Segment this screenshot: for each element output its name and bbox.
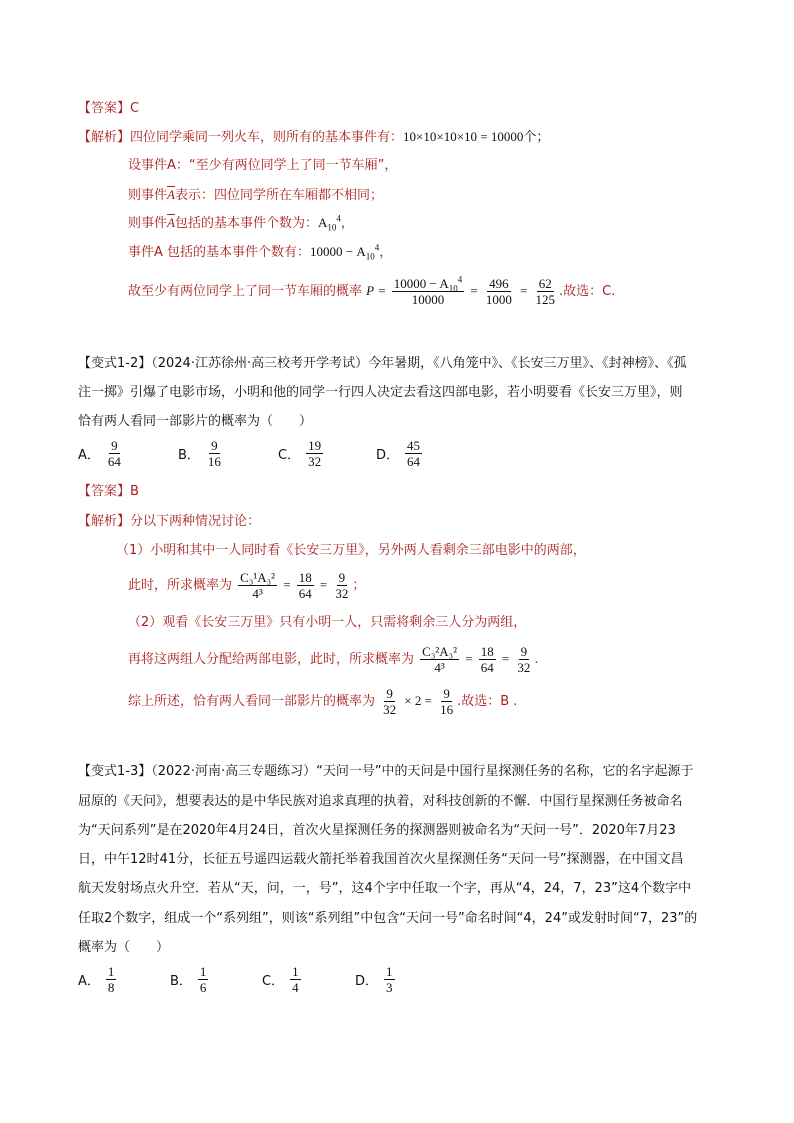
option-fraction: $\frac{1}{3}$ bbox=[386, 964, 393, 995]
question-line: 恰有两人看同一部影片的概率为（ ） bbox=[78, 414, 313, 429]
fraction: $\frac{9}{32}$ bbox=[335, 570, 349, 601]
fraction: $\frac{18}{64}$ bbox=[298, 570, 312, 601]
analysis-text: 设事件A：“至少有两位同学上了同一节车厢”， bbox=[128, 158, 398, 173]
option-b[interactable]: B． $\frac{9}{16}$ bbox=[178, 438, 221, 469]
analysis-text: 再将这两组人分配给两部电影，此时，所求概率为 bbox=[128, 652, 415, 667]
fraction: $\frac{9}{32}$ bbox=[383, 686, 397, 717]
answer-value: C bbox=[130, 101, 140, 116]
analysis-text: 事件A 包括的基本事件个数有： bbox=[128, 245, 311, 260]
analysis-text: 个； bbox=[523, 130, 550, 145]
equals-sign: = bbox=[319, 577, 328, 592]
analysis-text: 包括的基本事件个数为： bbox=[174, 216, 318, 231]
analysis-text: 此时，所求概率为 bbox=[128, 578, 233, 593]
option-fraction: $\frac{19}{32}$ bbox=[308, 438, 322, 469]
analysis-line-5 bbox=[128, 640, 538, 679]
fraction: $\frac{\text{C₃²A₃²}}{\text{4³}}$ bbox=[422, 644, 458, 675]
analysis-text: ， bbox=[340, 216, 354, 231]
chosen-answer: C. bbox=[602, 284, 616, 299]
option-a[interactable]: A． $\frac{9}{64}$ bbox=[78, 438, 121, 469]
answer-tag: 【答案】 bbox=[78, 484, 131, 499]
analysis-text: ， bbox=[379, 245, 393, 260]
analysis-text: .故选： bbox=[559, 284, 603, 299]
answer-line-2 bbox=[78, 482, 139, 502]
analysis-text: 则事件 bbox=[128, 188, 168, 203]
fraction: $\frac{9}{16}$ bbox=[440, 686, 454, 717]
equals-sign: = bbox=[465, 651, 473, 666]
equals-sign: = bbox=[520, 283, 528, 298]
option-fraction: $\frac{9}{64}$ bbox=[107, 438, 121, 469]
fraction: $\frac{10000 - A_{10}^4}{10000}$ bbox=[393, 274, 463, 307]
chosen-answer: B . bbox=[500, 694, 518, 709]
math-expression: $10000 - A_{10}^4$ bbox=[310, 242, 380, 262]
question-line: 概率为（ ） bbox=[78, 940, 170, 955]
option-fraction: $\frac{9}{16}$ bbox=[207, 438, 221, 469]
analysis-line-2: （1）小明和其中一人同时看《长安三万里》，另外两人看剩余三部电影中的两部， bbox=[116, 543, 586, 558]
fraction: $\frac{18}{64}$ bbox=[480, 644, 494, 675]
analysis-line-2 bbox=[128, 156, 397, 176]
fraction: $\frac{496}{1000}$ bbox=[485, 276, 512, 307]
question-line: 日，中午12时41分，长征五号遥四运载火箭托举着我国首次火星探测任务“天问一号”探测器，在中国文昌 bbox=[78, 852, 684, 867]
equals-sign: = bbox=[470, 283, 478, 298]
analysis-line-6 bbox=[128, 273, 615, 310]
question-line: 航天发射场点火升空．若从“天，问，一，号”，这4个字中任取一个字，再从“4，24，7，23”这4个数字中 bbox=[78, 881, 692, 896]
analysis-text: 综上所述，恰有两人看同一部影片的概率为 bbox=[128, 694, 376, 709]
math-expression: 10×10×10×10 = 10000 bbox=[403, 129, 524, 144]
fraction: $\frac{9}{32}$ bbox=[517, 644, 531, 675]
option-b[interactable]: B． $\frac{1}{6}$ bbox=[170, 964, 207, 995]
equals-sign: = bbox=[283, 577, 291, 592]
question-line: 为“天问系列”是在2020年4月24日，首次火星探测任务的探测器则被命名为“天问一号”．2020年7月23 bbox=[78, 823, 676, 838]
analysis-tag: 【解析】 bbox=[78, 130, 131, 145]
analysis-tag: 【解析】 bbox=[78, 514, 131, 529]
question-line: 注一掷》引爆了电影市场，小明和他的同学一行四人决定去看这四部电影，若小明要看《长安三万里》，则 bbox=[78, 385, 683, 400]
answer-tag: 【答案】 bbox=[78, 101, 131, 116]
fraction: $\frac{62}{125}$ bbox=[535, 276, 555, 307]
option-c[interactable]: C． $\frac{19}{32}$ bbox=[278, 438, 322, 469]
complement-event: $\overline{A}$ bbox=[167, 187, 175, 202]
complement-event: $\overline{A}$ bbox=[167, 215, 175, 230]
answer-value: B bbox=[130, 484, 139, 499]
permutation-symbol: $A_{10}^4$ bbox=[317, 213, 341, 233]
analysis-text: 表示：四位同学所在车厢都不相同； bbox=[174, 188, 383, 203]
math-expression: × 2 = bbox=[404, 693, 432, 708]
analysis-line-1 bbox=[78, 127, 549, 148]
analysis-text: . bbox=[534, 652, 539, 667]
answer-line-1 bbox=[78, 99, 139, 119]
analysis-line-3 bbox=[128, 566, 365, 605]
fraction: $\frac{\text{C₃¹A₃²}}{\text{4³}}$ bbox=[240, 570, 276, 601]
analysis-line-1 bbox=[78, 512, 260, 532]
probability-symbol: P bbox=[366, 283, 375, 298]
analysis-text: 四位同学乘同一列火车，则所有的基本事件有： bbox=[130, 130, 404, 145]
option-fraction: $\frac{1}{8}$ bbox=[107, 964, 115, 995]
option-a[interactable]: A． $\frac{1}{8}$ bbox=[78, 964, 115, 995]
analysis-line-6 bbox=[128, 682, 517, 721]
option-fraction: $\frac{45}{64}$ bbox=[407, 438, 421, 469]
analysis-text: 分以下两种情况讨论： bbox=[130, 514, 261, 529]
analysis-line-5 bbox=[128, 242, 392, 263]
analysis-line-4 bbox=[128, 213, 354, 234]
option-d[interactable]: D． $\frac{45}{64}$ bbox=[376, 438, 421, 469]
analysis-text: ； bbox=[352, 578, 366, 593]
analysis-line-3 bbox=[128, 185, 383, 206]
analysis-text: .故选： bbox=[457, 694, 501, 709]
equals-sign: = bbox=[501, 651, 510, 666]
option-fraction: $\frac{1}{4}$ bbox=[292, 964, 299, 995]
equals-sign: = bbox=[378, 283, 386, 298]
option-d[interactable]: D． $\frac{1}{3}$ bbox=[355, 964, 393, 995]
option-c[interactable]: C． $\frac{1}{4}$ bbox=[262, 964, 299, 995]
question-line: 任取2个数字，组成一个“系列组”，则该“系列组”中包含“天问一号”命名时间“4，24”或发射时间“7，23”的 bbox=[78, 911, 698, 926]
option-fraction: $\frac{1}{6}$ bbox=[199, 964, 207, 995]
analysis-line-4: （2）观看《长安三万里》只有小明一人，只需将剩余三人分为两组， bbox=[128, 615, 527, 630]
question-line: 【变式1-3】（2022·河南·高三专题练习）“天问一号”中的天问是中国行星探测任务的名称，它的名字起源于 bbox=[78, 764, 694, 779]
analysis-text: 则事件 bbox=[128, 216, 168, 231]
question-line: 屈原的《天问》，想要表达的是中华民族对追求真理的执着，对科技创新的不懈．中国行星探测任务被命名 bbox=[78, 794, 683, 809]
analysis-text: 故至少有两位同学上了同一节车厢的概率 bbox=[128, 284, 363, 299]
question-line: 【变式1-2】（2024·江苏徐州·高三校考开学考试）今年暑期，《八角笼中》、《长安三万里》、《封神榜》、《孤 bbox=[78, 356, 687, 371]
